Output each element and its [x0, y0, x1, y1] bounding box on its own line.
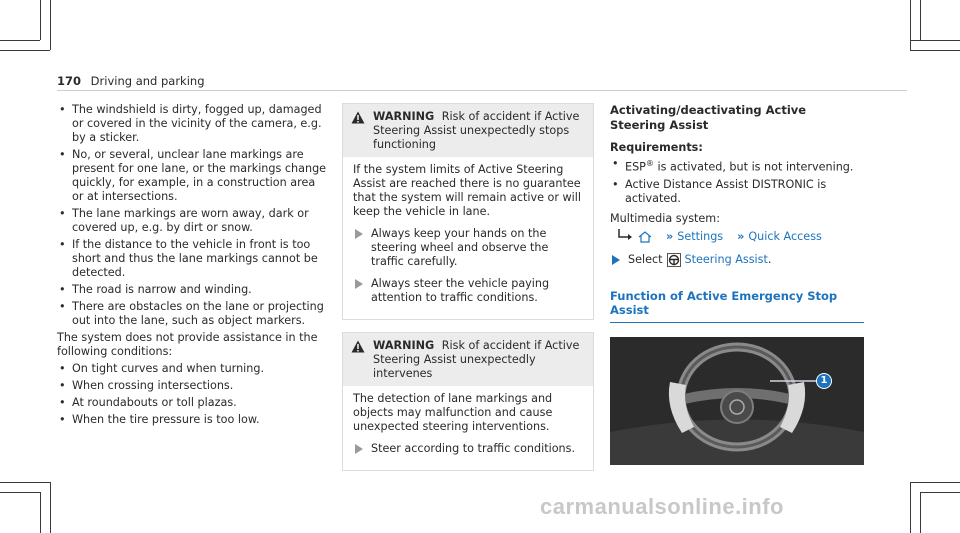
action-text: Steer according to traffic conditions. [371, 442, 576, 455]
requirements-label: Requirements: [610, 141, 703, 154]
list-item: • Active Distance Assist DISTRONIC is activated. [610, 178, 864, 206]
menu-path [610, 229, 864, 245]
select-label: Select [628, 252, 663, 266]
action-step [353, 442, 583, 456]
crop-mark [0, 50, 50, 51]
crop-mark [910, 40, 960, 41]
warning-body [343, 386, 593, 470]
page-number: 170 [57, 74, 82, 88]
warning-label: WARNING [373, 339, 435, 352]
intro-text: The system does not provide assistance in the following conditions: [57, 331, 318, 358]
steering-wheel-illustration [610, 337, 864, 465]
crop-mark [920, 492, 960, 493]
action-arrow-icon [355, 444, 363, 454]
crop-mark [910, 482, 960, 483]
action-arrow-icon [612, 255, 620, 265]
warning-header [343, 333, 593, 386]
crop-mark [910, 0, 911, 50]
list-item: • If the distance to the vehicle in front is too short and thus the lane markings cannot be detected. [57, 238, 327, 280]
warning-header [343, 104, 593, 157]
warning-text: The detection of lane markings and objects may malfunction and cause unexpected steering interventions. [353, 392, 553, 433]
list-item: • The lane markings are worn away, dark or covered up, e.g. by dirt or snow. [57, 207, 327, 235]
select-step: Select Steering Assist . [610, 253, 864, 267]
action-arrow-icon [355, 279, 363, 289]
crop-mark [910, 482, 911, 533]
bullet-list [57, 103, 327, 328]
section-name: Driving and parking [90, 74, 205, 88]
steering-assist-link[interactable]: Steering Assist [684, 252, 768, 266]
steering-assist-icon[interactable] [667, 253, 681, 267]
bullet-list [57, 362, 327, 427]
list-item: • When crossing intersections. [57, 379, 327, 393]
list-item: • The road is narrow and winding. [57, 283, 327, 297]
watermark: carmanualsonline.info [540, 494, 784, 519]
action-arrow-icon [355, 229, 363, 239]
section-heading: Activating/deactivating Active Steering Assist [610, 103, 807, 132]
crop-mark [920, 0, 921, 40]
column-middle [342, 103, 594, 483]
chevron-right-icon: ›› [737, 229, 743, 243]
multimedia-label: Multimedia system: [610, 211, 720, 225]
settings-link[interactable]: Settings [677, 229, 724, 243]
list-item: • When the tire pressure is too low. [57, 413, 327, 427]
page-header [57, 74, 205, 88]
warning-box [342, 332, 594, 471]
action-step [353, 277, 583, 305]
crop-mark [910, 50, 960, 51]
section-title: Function of Active Emergency Stop Assist [610, 289, 864, 323]
list-item: • No, or several, unclear lane markings are present for one lane, or the markings change quickly, for example, in a construction area or at intersections. [57, 148, 327, 204]
warning-title: Risk of accident if Active Steering Assist unexpectedly intervenes [373, 339, 580, 380]
list-item: • The windshield is dirty, fogged up, damaged or covered in the vicinity of the camera, e.g. by a sticker. [57, 103, 327, 145]
crop-mark [0, 40, 40, 41]
warning-title: Risk of accident if Active Steering Assist unexpectedly stops functioning [373, 110, 580, 151]
warning-triangle-icon [351, 340, 365, 353]
list-item: • At roundabouts or toll plazas. [57, 396, 327, 410]
crop-mark [40, 0, 41, 40]
warning-triangle-icon [351, 111, 365, 124]
crop-mark [0, 492, 40, 493]
action-step [353, 227, 583, 269]
action-text: Always steer the vehicle paying attention to traffic conditions. [371, 277, 550, 304]
header-divider [57, 90, 907, 91]
warning-box [342, 103, 594, 320]
list-item: • There are obstacles on the lane or projecting out into the lane, such as object markers. [57, 300, 327, 328]
home-icon[interactable] [638, 231, 652, 243]
crop-mark [50, 482, 51, 533]
dashboard-illustration [610, 337, 864, 465]
list-item: • ESP® is activated, but is not intervening. [610, 157, 864, 175]
crop-mark [0, 482, 50, 483]
path-arrow-icon [618, 229, 632, 245]
quick-access-link[interactable]: Quick Access [748, 229, 822, 243]
callout-number: 1 [820, 374, 828, 386]
column-right [610, 103, 864, 465]
warning-label: WARNING [373, 110, 435, 123]
column-left [57, 103, 327, 430]
requirements-list [610, 157, 864, 206]
crop-mark [50, 0, 51, 50]
warning-text: If the system limits of Active Steering Assist are reached there is no guarantee that the system will remain active or will keep the vehicle in lane. [353, 163, 582, 218]
crop-mark [40, 492, 41, 533]
warning-body [343, 157, 593, 319]
list-item: • On tight curves and when turning. [57, 362, 327, 376]
action-text: Always keep your hands on the steering wheel and observe the traffic carefully. [371, 227, 549, 268]
chevron-right-icon: ›› [666, 229, 672, 243]
crop-mark [920, 492, 921, 533]
